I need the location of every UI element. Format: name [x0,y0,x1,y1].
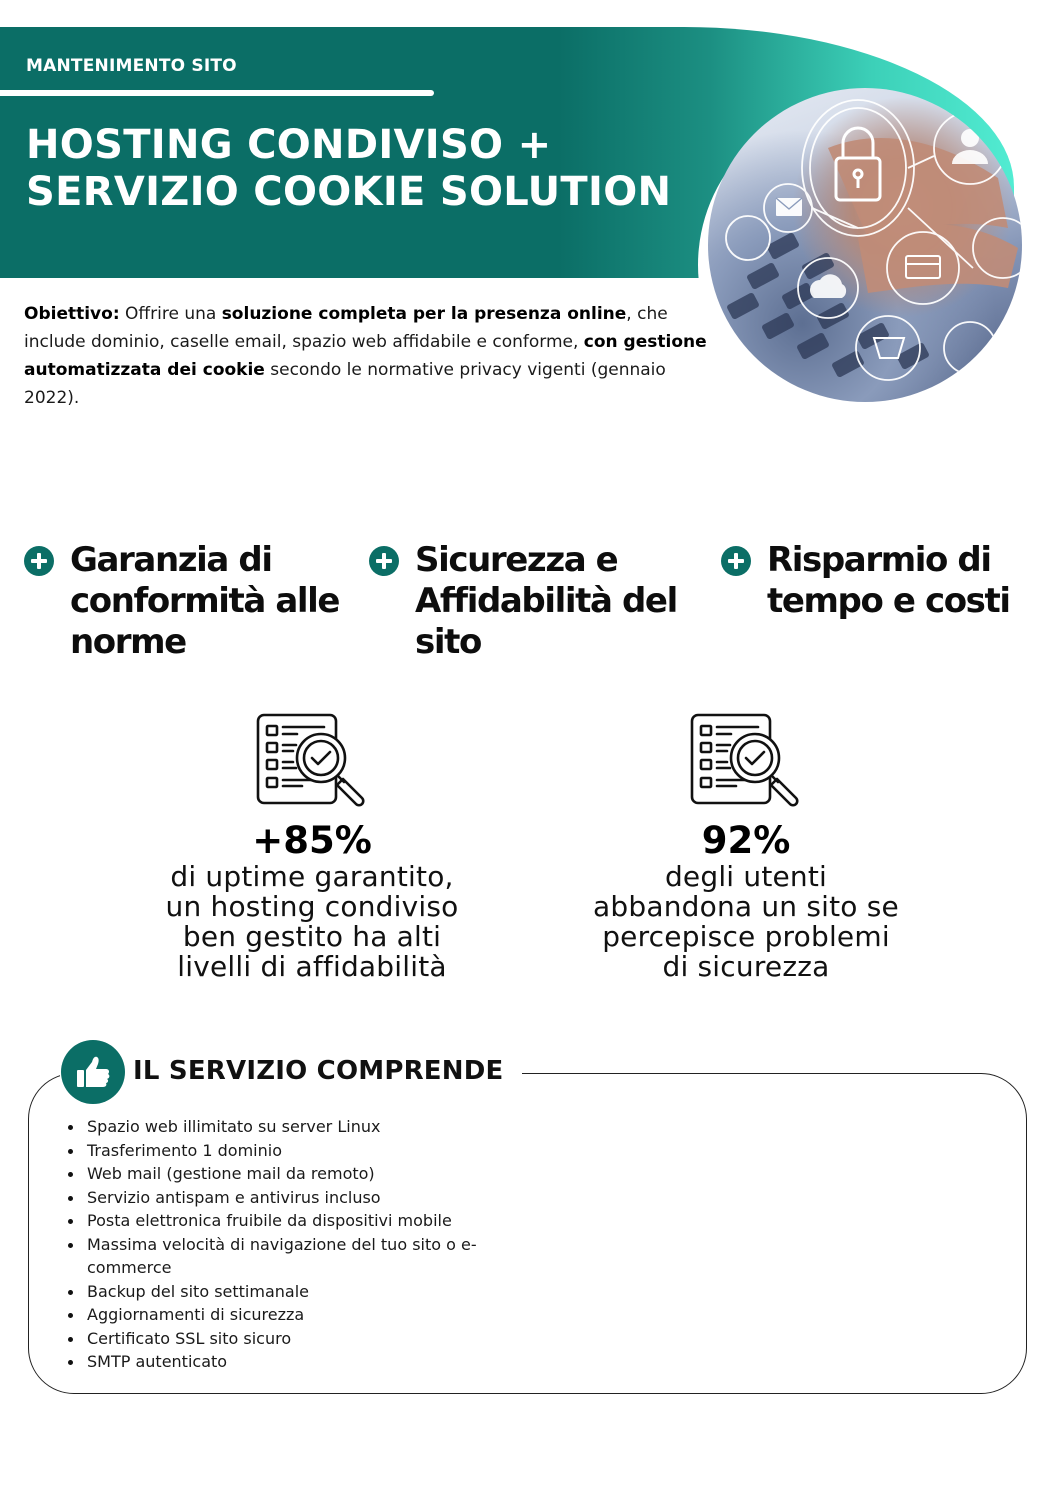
services-list [68,1115,538,1374]
benefit-title-line: tempo e costi [767,581,1010,621]
list-item: Trasferimento 1 dominio [68,1139,538,1163]
benefit-title-line: sito [415,622,481,662]
list-item: Servizio antispam e antivirus incluso [68,1186,538,1210]
eyebrow-label: MANTENIMENTO SITO [26,56,237,76]
stat-uptime [132,712,492,982]
list-item: Spazio web illimitato su server Linux [68,1115,538,1139]
benefit-title-line: conformità alle [70,581,340,621]
page-title-line-2: SERVIZIO COOKIE SOLUTION [26,169,672,215]
benefit-title [415,540,677,663]
stat-description-line: livelli di affidabilità [177,950,447,983]
stat-description-line: di sicurezza [662,950,830,983]
stat-description-line: un hosting condiviso [165,890,459,923]
objective-text-3: secondo le normative privacy vigenti (gennaio 2022). [24,360,666,408]
objective-text-2: , che include dominio, caselle email, spazio web affidabile e conforme, [24,304,668,352]
eyebrow-divider [0,90,434,96]
stat-description [132,862,492,982]
list-item: Backup del sito settimanale [68,1280,538,1304]
benefit-title-line: Sicurezza e [415,540,618,580]
benefit-title-line: Garanzia di [70,540,272,580]
benefit-title [767,540,1010,622]
stat-description-line: abbandona un sito se [593,890,899,923]
services-title: IL SERVIZIO COMPRENDE [133,1056,504,1086]
benefit-compliance [24,540,339,663]
plus-circle-icon [721,546,751,576]
hero-photo-illustration [708,88,1022,402]
thumbs-up-badge [61,1040,125,1104]
objective-highlight-2: con gestione automatizzata dei cookie [24,332,707,380]
page-title [26,122,706,216]
list-item: Posta elettronica fruibile da dispositivi mobile [68,1209,538,1233]
thumbs-up-icon [75,1054,111,1090]
plus-circle-icon [369,546,399,576]
stat-description-line: di uptime garantito, [170,860,454,893]
stat-description [566,862,926,982]
stat-security-abandon [566,712,926,982]
benefit-title-line: Affidabilità del [415,581,677,621]
page-title-line-1: HOSTING CONDIVISO + [26,122,552,168]
list-item: Web mail (gestione mail da remoto) [68,1162,538,1186]
list-item: SMTP autenticato [68,1350,538,1374]
stat-value: +85% [252,819,372,862]
benefit-title-line: Risparmio di [767,540,991,580]
stat-description-line: percepisce problemi [602,920,890,953]
benefit-title [70,540,339,663]
checklist-magnifier-icon [252,712,372,808]
objective-text-1: Offrire una [119,304,222,324]
stat-description-line: ben gestito ha alti [182,920,442,953]
list-item: Massima velocità di navigazione del tuo sito o e-commerce [68,1233,538,1280]
objective-highlight-1: soluzione completa per la presenza online [221,304,627,324]
benefit-title-line: norme [70,622,186,662]
benefit-savings [721,540,1010,622]
objective-paragraph [24,300,714,412]
hero-photo [708,88,1022,402]
plus-circle-icon [24,546,54,576]
checklist-magnifier-icon [686,712,806,808]
list-item: Aggiornamenti di sicurezza [68,1303,538,1327]
stat-value: 92% [701,819,791,862]
benefit-security [369,540,677,663]
stat-description-line: degli utenti [664,860,828,893]
objective-label: Obiettivo: [24,304,120,324]
list-item: Certificato SSL sito sicuro [68,1327,538,1351]
